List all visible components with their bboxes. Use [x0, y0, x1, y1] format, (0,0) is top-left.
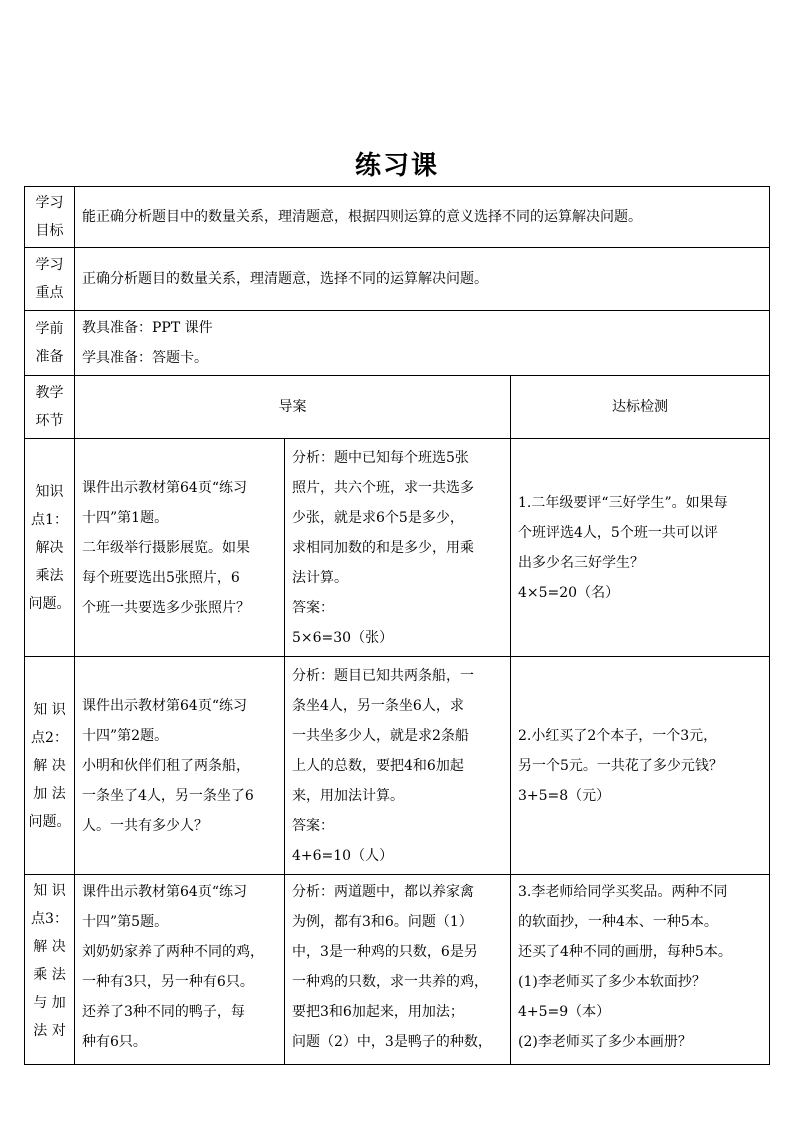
check-line: 出多少名三好学生？	[518, 554, 644, 571]
guide-line: 十四”第2题。	[82, 727, 169, 744]
check-line: (2)李老师买了多少本画册？	[518, 1034, 692, 1050]
label-line: 目标	[35, 223, 64, 239]
guide-line: 还养了3种不同的鸭子，每	[82, 1004, 245, 1020]
analysis-line: 中，3是一种鸡的只数，6是另	[292, 944, 478, 960]
analysis-line: 答案：	[292, 817, 334, 834]
section-row-2	[25, 657, 770, 875]
label-line: 解决	[35, 539, 64, 556]
analysis-line: 少张，就是求6个5是多少，	[292, 509, 464, 526]
analysis-line: 问题（2）中，3是鸭子的种数，	[292, 1034, 492, 1050]
guide-line: 小明和伙伴们租了两条船，	[82, 757, 250, 774]
check-line: 2.小红买了2个本子，一个3元，	[518, 727, 718, 744]
check-line: (1)李老师买了多少本软面抄？	[518, 974, 706, 990]
section-label	[25, 439, 75, 657]
check-line: 还买了4种不同的画册，每种5本。	[518, 944, 732, 960]
analysis-line: 分析：题中已知每个班选5张	[292, 449, 469, 466]
guide-line: 个班一共要选多少张照片？	[82, 599, 250, 616]
analysis-line: 一共坐多少人，就是求2条船	[292, 727, 469, 744]
guide-line: 人。一共有多少人？	[82, 817, 208, 834]
guide-line: 一种有3只，另一种有6只。	[82, 974, 254, 990]
guide-line: 课件出示教材第64页“练习	[82, 884, 247, 900]
analysis-line: 要把3和6加起来，用加法；	[292, 1004, 464, 1020]
label-line: 解 决	[33, 939, 66, 955]
label-line: 学习	[35, 257, 64, 273]
label-line: 点3：	[31, 911, 68, 927]
guide-line: 一条坐了4人，另一条坐了6	[82, 787, 254, 804]
guide-header: 导案	[75, 376, 511, 439]
label-line: 准备	[35, 349, 64, 365]
focus-label	[25, 248, 75, 311]
prep-label	[25, 311, 75, 376]
analysis-line: 求相同加数的和是多少，用乘	[292, 539, 474, 556]
section-row-1	[25, 439, 770, 657]
guide-line: 每个班要选出5张照片，6	[82, 569, 240, 586]
analysis-line: 为例，都有3和6。问题（1）	[292, 914, 473, 930]
analysis-line: 上人的总数，要把4和6加起	[292, 757, 464, 774]
label-line: 环节	[35, 413, 64, 429]
label-line: 加 法	[33, 785, 66, 802]
goal-label	[25, 187, 75, 248]
guide-cell	[75, 439, 285, 657]
label-line: 解 决	[33, 757, 66, 774]
guide-line: 课件出示教材第64页“练习	[82, 697, 247, 714]
label-line: 知识	[35, 483, 64, 500]
label-line: 教学	[35, 385, 64, 401]
analysis-line: 分析：题目已知共两条船，一	[292, 667, 474, 684]
analysis-line: 条坐4人，另一条坐6人，求	[292, 697, 464, 714]
analysis-line: 来，用加法计算。	[292, 787, 404, 804]
analysis-cell	[285, 875, 511, 1065]
analysis-line: 分析：两道题中，都以养家禽	[292, 884, 474, 900]
analysis-line: 5×6=30（张）	[292, 629, 394, 646]
prep-line: 学具准备：答题卡。	[82, 350, 208, 366]
check-cell	[511, 439, 770, 657]
focus-text: 正确分析题目的数量关系，理清题意，选择不同的运算解决问题。	[75, 248, 770, 311]
analysis-cell	[285, 657, 511, 875]
focus-row	[25, 248, 770, 311]
section-label	[25, 657, 75, 875]
prep-text	[75, 311, 770, 376]
check-cell	[511, 657, 770, 875]
page-title: 练习课	[354, 151, 439, 181]
lesson-plan-table	[24, 186, 770, 1065]
label-line: 点2：	[31, 729, 68, 746]
check-header: 达标检测	[511, 376, 770, 439]
label-line: 乘法	[35, 567, 64, 584]
guide-line: 十四”第5题。	[82, 914, 169, 930]
check-line: 3.李老师给同学买奖品。两种不同	[518, 884, 728, 900]
guide-line: 十四”第1题。	[82, 509, 169, 526]
label-line: 知 识	[33, 883, 66, 899]
analysis-cell	[285, 439, 511, 657]
analysis-line: 4+6=10（人）	[292, 847, 394, 864]
analysis-line: 照片，共六个班，求一共选多	[292, 479, 474, 496]
section-row-3	[25, 875, 770, 1065]
label-line: 学前	[35, 321, 64, 337]
label-line: 问题。	[28, 813, 71, 830]
label-line: 乘 法	[33, 967, 66, 983]
guide-cell	[75, 875, 285, 1065]
analysis-line: 法计算。	[292, 569, 348, 586]
check-line: 4×5=20（名）	[518, 584, 620, 601]
check-line: 3+5=8（元）	[518, 787, 611, 804]
label-line: 问题。	[28, 595, 71, 612]
label-line: 学习	[35, 195, 64, 211]
check-line: 4+5=9（本）	[518, 1004, 611, 1020]
section-label	[25, 875, 75, 1065]
header-row	[25, 376, 770, 439]
guide-line: 二年级举行摄影展览。如果	[82, 539, 250, 556]
check-line: 另一个5元。一共花了多少元钱？	[518, 757, 723, 774]
label-line: 重点	[35, 285, 64, 301]
check-line: 1.二年级要评“三好学生”。如果每	[518, 494, 728, 511]
guide-line: 课件出示教材第64页“练习	[82, 479, 247, 496]
analysis-line: 一种鸡的只数，求一共养的鸡，	[292, 974, 488, 990]
analysis-line: 答案：	[292, 599, 334, 616]
label-line: 法 对	[33, 1023, 66, 1039]
guide-cell	[75, 657, 285, 875]
check-line: 的软面抄，一种4本、一种5本。	[518, 914, 718, 930]
prep-line: 教具准备：PPT 课件	[82, 320, 213, 336]
stage-label	[25, 376, 75, 439]
label-line: 点1：	[31, 511, 68, 528]
goal-row	[25, 187, 770, 248]
label-line: 知 识	[33, 701, 66, 718]
label-line: 与 加	[33, 995, 66, 1011]
check-cell	[511, 875, 770, 1065]
prep-row	[25, 311, 770, 376]
guide-line: 刘奶奶家养了两种不同的鸡，	[82, 944, 264, 960]
goal-text: 能正确分析题目中的数量关系，理清题意，根据四则运算的意义选择不同的运算解决问题。	[75, 187, 770, 248]
guide-line: 种有6只。	[82, 1034, 147, 1050]
check-line: 个班评选4人，5个班一共可以评	[518, 524, 718, 541]
